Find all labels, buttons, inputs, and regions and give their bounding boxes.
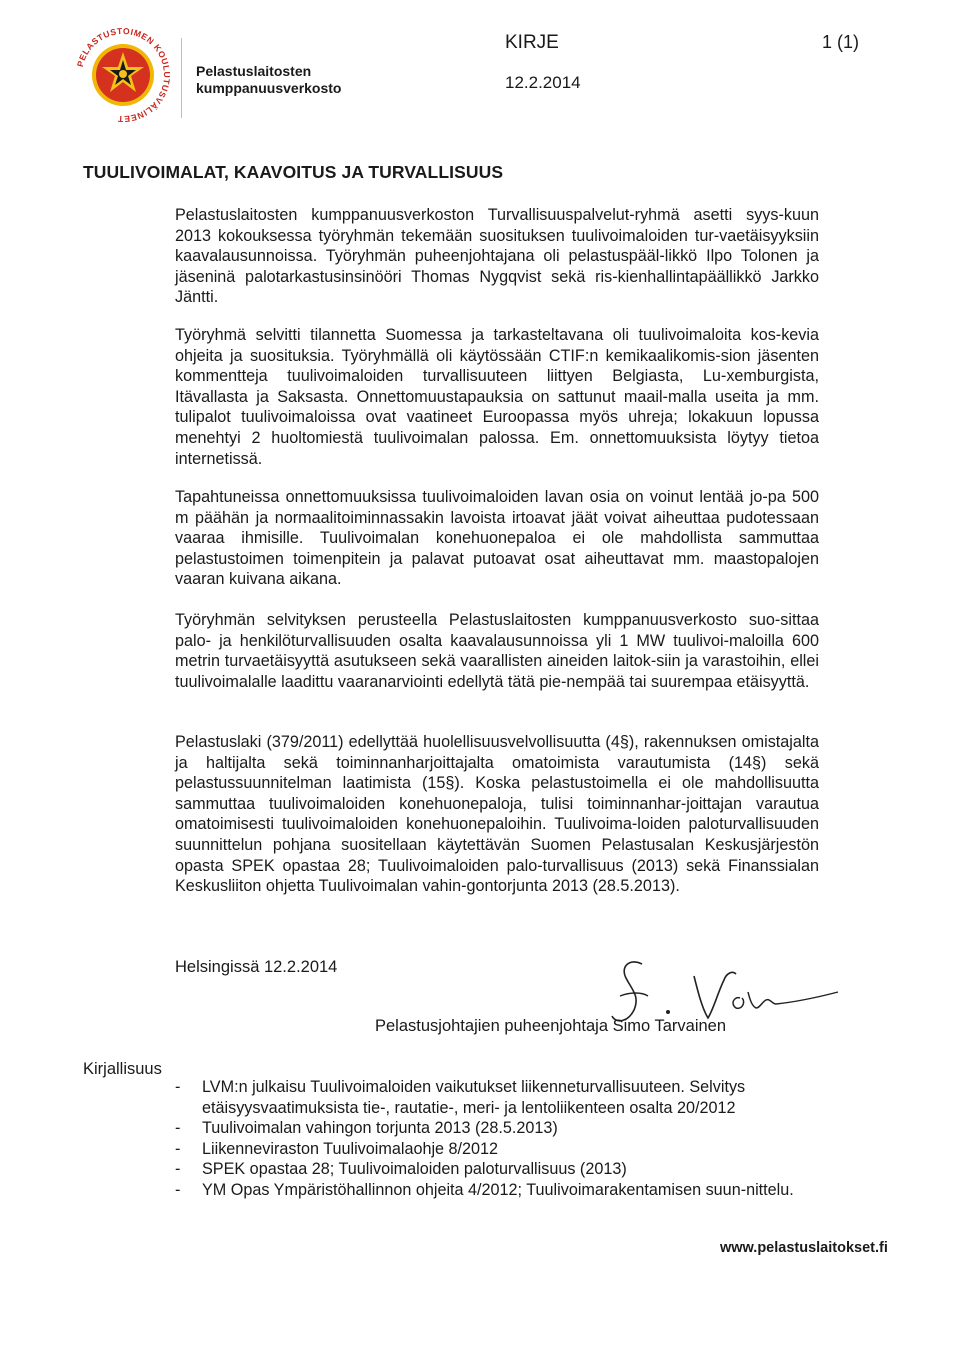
- body-paragraph: Työryhmän selvityksen perusteella Pelastuslaitosten kumppanuusverkosto suo-sittaa palo- ja henkilöturvallisuuden osalta kaavalausunnoissa yli 1 MW tuulivoi-maloilla 600 metrin turvaetäisyyttä asutukseen sekä vaarallisten aineiden laitok-siin ja varastoihin, ellei tuulivoimalalle laadittu vaaranarviointi edellytä tätä pie-nempää tai suurempaa etäisyyttä.: [175, 611, 819, 691]
- reference-text: LVM:n julkaisu Tuulivoimaloiden vaikutukset liikenneturvallisuuteen. Selvitys etäisyysvaatimuksista tie-, rautatie-, meri- ja lentoliikenteen osalta 20/2012: [202, 1078, 746, 1117]
- document-title: TUULIVOIMALAT, KAAVOITUS JA TURVALLISUUS: [83, 162, 504, 182]
- reference-text: Tuulivoimalan vahingon torjunta 2013 (28.5.2013): [202, 1119, 558, 1138]
- dash-bullet-icon: -: [175, 1139, 181, 1158]
- dash-bullet-icon: -: [175, 1078, 181, 1096]
- organization-logo: [70, 22, 176, 128]
- body-paragraph: Työryhmä selvitti tilannetta Suomessa ja tarkasteltavana oli tuulivoimaloita kos-kevia ohjeita ja suosituksia. Työryhmällä oli käytössään CTIF:n kemikaalikomis-sion jäsenten kommentteja tuulivoimaloiden turvallisuuteen liittyen Belgiasta, Lu-xemburgista, Itävallasta ja Saksasta. Onnettomuustapauksia on sattunut maail-malla useita ja mm. tulipalot tuulivoimaloissa ovat vaatineet Euroopassa myös uhreja; lokakuun lopussa menehtyi 2 huoltomiestä tuulivoimalan palossa. Em. onnettomuuksista löytyy tietoa internetissä.: [175, 326, 819, 468]
- organization-name: [196, 63, 341, 97]
- dash-bullet-icon: -: [175, 1119, 181, 1138]
- list-item: [175, 1077, 815, 1118]
- body-paragraph: Tapahtuneissa onnettomuuksissa tuulivoimaloiden lavan osia on voinut lentää jo-pa 500 m päähän ja normaalitoiminnassakin lavoista irtoavat jäät voivat aiheuttaa pudotessaan vaaraa ihmisille. Tuulivoimalan konehuonepaloa ei ole mahdollista sammuttaa pelastustoimen toimenpitein ja palavat putoavat osat aiheuttavat mm. maastopalojen vaaran kuivana aikana.: [175, 488, 819, 589]
- reference-text: Liikenneviraston Tuulivoimalaohje 8/2012: [202, 1139, 499, 1158]
- footer-website: www.pelastuslaitokset.fi: [720, 1240, 888, 1256]
- organization-name-line2: kumppanuusverkosto: [196, 80, 342, 96]
- references-heading: Kirjallisuus: [83, 1060, 162, 1078]
- list-item: [175, 1159, 815, 1180]
- list-item: [175, 1180, 815, 1201]
- header-divider: [181, 38, 182, 118]
- organization-name-line1: Pelastuslaitosten: [196, 63, 312, 79]
- reference-text: SPEK opastaa 28; Tuulivoimaloiden paloturvallisuus (2013): [202, 1160, 627, 1179]
- signatory: Pelastusjohtajien puheenjohtaja Simo Tarvainen: [375, 1017, 727, 1035]
- document-type: KIRJE: [505, 32, 559, 53]
- reference-text: YM Opas Ympäristöhallinnon ohjeita 4/2012; Tuulivoimarakentamisen suun-nittelu.: [202, 1180, 794, 1199]
- list-item: [175, 1139, 815, 1160]
- dash-bullet-icon: -: [175, 1160, 181, 1179]
- references-list: [175, 1077, 815, 1201]
- emblem-lettering: PELASTUSTOIMEN KOULUTUSVÄLINEET: [74, 25, 173, 125]
- body-paragraph: Pelastuslaki (379/2011) edellyttää huolellisuusvelvollisuutta (4§), rakennuksen omistajalta ja haltijalta sekä toiminnanharjoittajalta omatoimista varautumista (14§) sekä pelastussuunnitelman laatimista (15§). Koska pelastustoimella ei ole mahdollisuutta sammuttaa tuulivoimaloiden konehuonepaloja, tulisi toiminnanhar-joittajan varautua omatoimisesti tuulivoimaloiden konehuonepaloihin. Tuulivoima-loiden paloturvallisuuden suunnittelun pohjana suositellaan käytettävän Suomen Pelastusalan Keskusjärjestön opasta SPEK opastaa 28; Tuulivoimaloiden palo-turvallisuus (2013) sekä Finanssialan Keskusliiton ohjetta Tuulivoimalan vahin-gontorjunta 2013 (28.5.2013).: [175, 733, 819, 896]
- place-and-date: Helsingissä 12.2.2014: [175, 958, 338, 976]
- body-paragraph: Pelastuslaitosten kumppanuusverkoston Turvallisuuspalvelut-ryhmä asetti syys-kuun 2013 kokouksessa työryhmän tekemään suosituksen tuulivoimaloiden tur-vaetäisyyksiin kaavalausunnoissa. Työryhmän puheenjohtajana oli pelastuspääl-likkö Ilpo Tolonen ja jäseninä palotarkastusinsinööri Thomas Nygqvist sekä ris-kienhallintapäällikkö Jarkko Jäntti.: [175, 206, 819, 307]
- page-number: 1 (1): [822, 32, 860, 52]
- document-date: 12.2.2014: [505, 73, 581, 92]
- dash-bullet-icon: -: [175, 1180, 181, 1199]
- list-item: [175, 1118, 815, 1139]
